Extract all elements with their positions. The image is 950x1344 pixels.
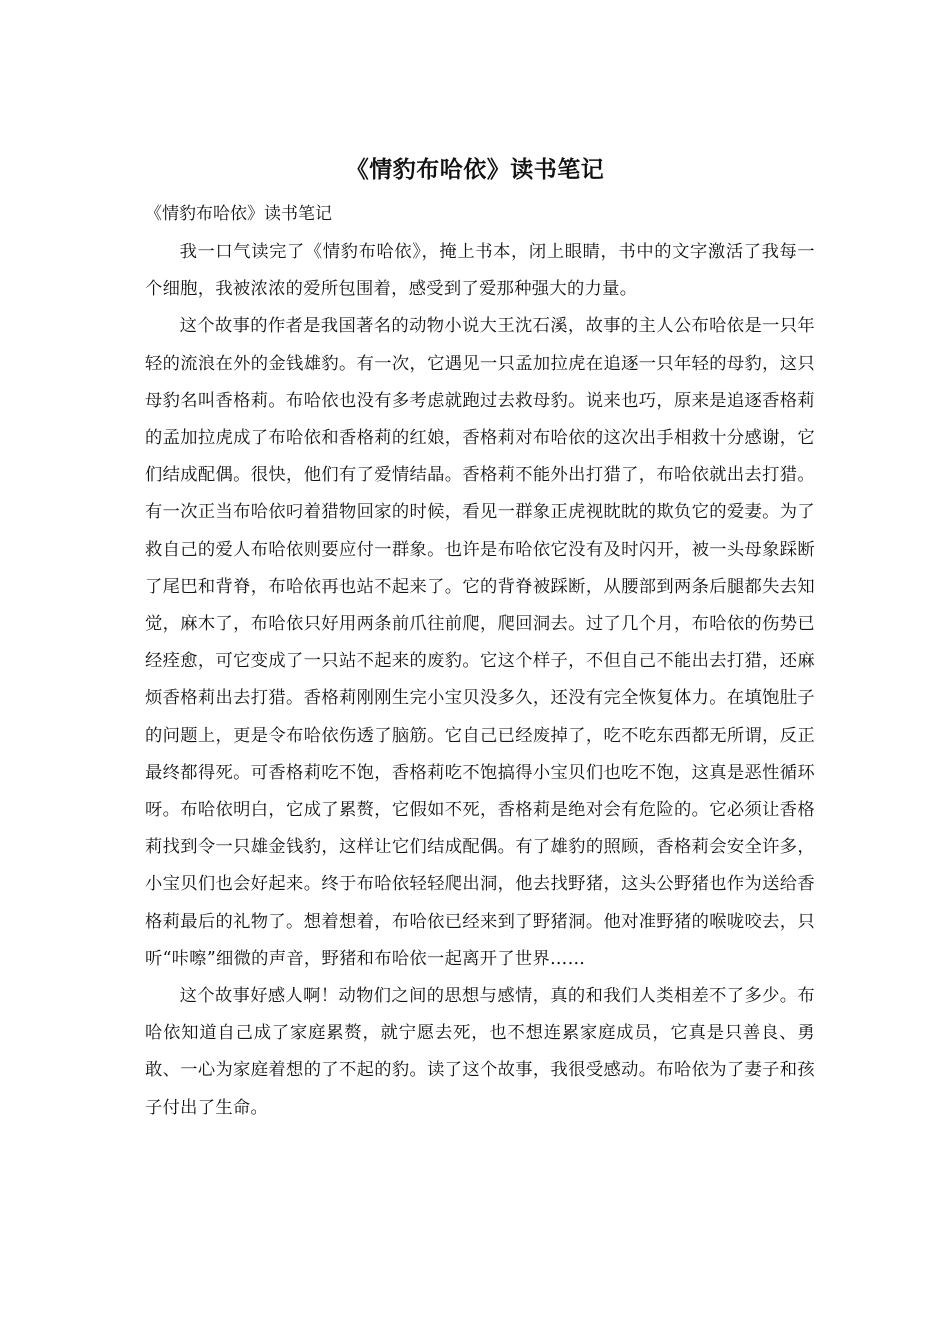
paragraph-reflection: 这个故事好感人啊！动物们之间的思想与感情，真的和我们人类相差不了多少。布哈依知道自己成了家庭累赘，就宁愿去死，也不想连累家庭成员，它真是只善良、勇敢、一心为家庭着想的了不起的豹。读了这个故事，我很受感动。布哈依为了妻子和孩子付出了生命。 (145, 986, 815, 1118)
paragraph-intro: 我一口气读完了《情豹布哈依》，掩上书本，闭上眼睛，书中的文字激活了我每一个细胞，我被浓浓的爱所包围着，感受到了爱那种强大的力量。 (145, 242, 815, 300)
paragraph-story: 这个故事的作者是我国著名的动物小说大王沈石溪，故事的主人公布哈依是一只年轻的流浪在外的金钱雄豹。有一次，它遇见一只孟加拉虎在追逐一只年轻的母豹，这只母豹名叫香格莉。布哈依也没有多考虑就跑过去救母豹。说来也巧，原来是追逐香格莉的孟加拉虎成了布哈依和香格莉的红娘，香格莉对布哈依的这次出手相救十分感谢，它们结成配偶。很快，他们有了爱情结晶。香格莉不能外出打猎了，布哈依就出去打猎。有一次正当布哈依叼着猎物回家的时候，看见一群象正虎视眈眈的欺负它的爱妻。为了救自己的爱人布哈依则要应付一群象。也许是布哈依它没有及时闪开，被一头母象踩断了尾巴和背脊，布哈依再也站不起来了。它的背脊被踩断，从腰部到两条后腿都失去知觉，麻木了，布哈依只好用两条前爪往前爬，爬回洞去。过了几个月，布哈依的伤势已经痊愈，可它变成了一只站不起来的废豹。它这个样子，不但自己不能出去打猎，还麻烦香格莉出去打猎。香格莉刚刚生完小宝贝没多久，还没有完全恢复体力。在填饱肚子的问题上，更是令布哈依伤透了脑筋。它自己已经废掉了，吃不吃东西都无所谓，反正最终都得死。可香格莉吃不饱，香格莉吃不饱搞得小宝贝们也吃不饱，这真是恶性循环呀。布哈依明白，它成了累赘，它假如不死，香格莉是绝对会有危险的。它必须让香格莉找到令一只雄金钱豹，这样让它们结成配偶。有了雄豹的照顾，香格莉会安全许多，小宝贝们也会好起来。终于布哈依轻轻爬出洞，他去找野猪，这头公野猪也作为送给香格莉最后的礼物了。想着想着，布哈依已经来到了野猪洞。他对准野猪的喉咙咬去，只听“咔嚓”细微的声音，野猪和布哈依一起离开了世界…… (145, 316, 815, 969)
document-subtitle: 《情豹布哈依》读书笔记 (145, 204, 332, 224)
document-body (145, 234, 815, 1127)
document-title: 《情豹布哈依》读书笔记 (345, 156, 605, 183)
